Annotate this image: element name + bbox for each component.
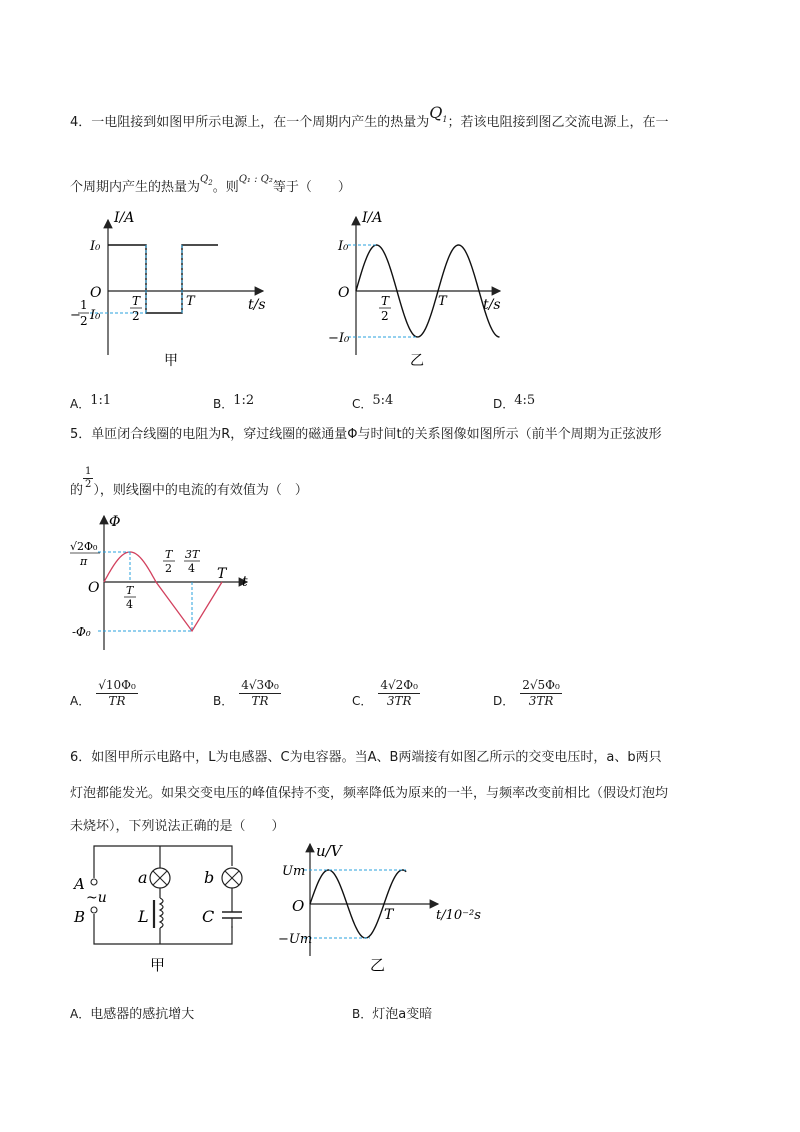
q6-wave-caption: 乙 bbox=[370, 956, 386, 974]
q5-option-b-num: 4√3Φ₀ bbox=[241, 678, 279, 692]
q6-option-b[interactable]: B．灯泡a变暗 bbox=[352, 1007, 433, 1022]
q6-line3: 未烧坏），下列说法正确的是（ ） bbox=[70, 819, 285, 834]
q5-t3q-num: 3T bbox=[185, 548, 200, 561]
q4-option-d[interactable]: D．4:5 bbox=[493, 393, 536, 411]
q5-y-label: Φ bbox=[109, 514, 121, 530]
q6-lamp-a-label: a bbox=[138, 868, 148, 887]
q4-line2-text-b: 。则 bbox=[212, 180, 239, 195]
inductor-coil-icon bbox=[160, 898, 163, 928]
q5-option-a[interactable]: A． $\frac{\text{√10Φ₀}}{TR}$ bbox=[70, 678, 136, 708]
q4-line1-text-b: ；若该电阻接到图乙交流电源上，在一 bbox=[447, 115, 669, 130]
q4-option-c[interactable]: C．5:4 bbox=[352, 393, 394, 411]
q4-line2-text-c: 等于（ ） bbox=[272, 180, 351, 195]
q6-capacitor-label: C bbox=[202, 907, 215, 926]
q5-option-a-num: √10Φ₀ bbox=[98, 678, 136, 692]
q5-t3q-den: 4 bbox=[188, 562, 195, 575]
q5-figure bbox=[62, 510, 262, 660]
q6-inductor-label: L bbox=[138, 907, 149, 926]
q4-figure-jia bbox=[68, 205, 283, 375]
q4-figure-yi bbox=[328, 205, 518, 375]
q4-yi-neg-i0: −I₀ bbox=[328, 331, 350, 346]
q5-tq-num: T bbox=[126, 584, 134, 597]
q5-option-c-den: 3TR bbox=[386, 694, 412, 708]
q5-peak-den: π bbox=[80, 555, 88, 568]
q6-wave-neg-um: −Um bbox=[278, 932, 313, 947]
q4-jia-y-label: I/A bbox=[114, 210, 135, 226]
q4-jia-thalf-num: T bbox=[132, 294, 141, 308]
q5-flux-curve bbox=[104, 552, 222, 631]
q6-line1: 6．如图甲所示电路中，L为电感器、C为电容器。当A、B两端接有如图乙所示的交变电压时，a、b两只 bbox=[70, 750, 662, 765]
q5-option-d[interactable]: D． $\frac{\text{2√5Φ₀}}{3TR}$ bbox=[493, 678, 560, 708]
q5-option-b-den: TR bbox=[251, 694, 269, 708]
q4-ratio: Q₁ : Q₂ bbox=[238, 174, 273, 185]
q6-wave-um: Um bbox=[282, 864, 306, 879]
q6-circuit-caption: 甲 bbox=[150, 956, 166, 974]
q4-yi-i0: I₀ bbox=[338, 239, 349, 254]
q4-q1-symbol: $Q_1$ bbox=[429, 103, 448, 125]
q5-line2-text-b: ），则线圈中的电流的有效值为（ ） bbox=[93, 483, 308, 498]
q5-option-c-num: 4√2Φ₀ bbox=[380, 678, 418, 692]
q6-wave-x-label: t/10⁻²s bbox=[436, 908, 481, 923]
q4-yi-tfull: T bbox=[438, 294, 447, 309]
q5-option-d-num: 2√5Φ₀ bbox=[522, 678, 560, 692]
q4-jia-half-num: 1 bbox=[80, 298, 88, 312]
lamp-a-icon bbox=[150, 868, 170, 888]
q6-terminal-a bbox=[91, 879, 97, 885]
q6-wave-origin: O bbox=[292, 897, 305, 915]
q4-yi-thalf-num: T bbox=[381, 294, 390, 308]
q6-line2: 灯泡都能发光。如果交变电压的峰值保持不变，频率降低为原来的一半，与频率改变前相比（假设灯泡均 bbox=[70, 786, 669, 801]
q4-jia-square-wave bbox=[108, 245, 218, 313]
q5-neg: -Φ₀ bbox=[72, 625, 91, 639]
q4-jia-i0: I₀ bbox=[90, 239, 101, 254]
q4-yi-x-label: t/s bbox=[483, 297, 501, 313]
q4-line2-text-a: 个周期内产生的热量为 bbox=[70, 180, 201, 195]
q4-line1 bbox=[70, 103, 669, 132]
q5-peak-num: √2Φ₀ bbox=[70, 540, 98, 553]
q4-option-b[interactable]: B．1:2 bbox=[213, 393, 255, 411]
q5-th-num: T bbox=[165, 548, 173, 561]
q4-line2 bbox=[70, 176, 351, 196]
q4-line1-text-a: 4．一电阻接到如图甲所示电源上，在一个周期内产生的热量为 bbox=[70, 115, 430, 130]
q4-option-a[interactable]: A．1:1 bbox=[70, 393, 112, 411]
q4-q2-symbol: Q2 bbox=[200, 174, 213, 187]
q4-yi-origin: O bbox=[338, 285, 350, 301]
q5-option-b[interactable]: B． $\frac{\text{4√3Φ₀}}{TR}$ bbox=[213, 678, 279, 708]
q4-yi-caption: 乙 bbox=[410, 353, 424, 369]
q4-jia-origin: O bbox=[90, 285, 102, 301]
q5-tfull: T bbox=[217, 566, 227, 582]
q4-jia-thalf-den: 2 bbox=[132, 309, 140, 323]
q4-jia-half-den: 2 bbox=[80, 314, 88, 328]
q5-line2-text-a: 的 bbox=[70, 483, 84, 498]
q4-jia-x-label: t/s bbox=[248, 297, 266, 313]
q4-yi-thalf-den: 2 bbox=[381, 309, 389, 323]
q4-jia-tfull: T bbox=[186, 294, 195, 309]
q5-line1: 5．单匝闭合线圈的电阻为R，穿过线圈的磁通量Φ与时间t的关系图像如图所示（前半个周期为正弦波形 bbox=[70, 427, 662, 442]
q4-jia-neg-i0: I₀ bbox=[90, 308, 101, 323]
q6-label-a: A bbox=[74, 875, 85, 893]
q5-option-a-den: TR bbox=[108, 694, 126, 708]
q5-half-fraction: $\frac{1}{2}$ bbox=[85, 466, 92, 490]
q5-x-label: t bbox=[242, 574, 248, 590]
q5-option-d-den: 3TR bbox=[528, 694, 554, 708]
q5-th-den: 2 bbox=[165, 562, 172, 575]
q6-source: ~u bbox=[86, 890, 107, 906]
q6-lamp-b-label: b bbox=[204, 868, 215, 887]
q4-jia-neg-sign: − bbox=[70, 308, 81, 323]
lamp-b-icon bbox=[222, 868, 242, 888]
q6-terminal-b bbox=[91, 907, 97, 913]
q6-label-b: B bbox=[74, 908, 86, 926]
q6-wave-yi bbox=[278, 838, 498, 978]
q5-option-c[interactable]: C． $\frac{\text{4√2Φ₀}}{3TR}$ bbox=[352, 678, 418, 708]
q4-jia-caption: 甲 bbox=[164, 353, 178, 369]
q6-wave-tfull: T bbox=[384, 907, 394, 923]
q6-circuit-jia bbox=[68, 838, 258, 978]
q5-line2 bbox=[70, 466, 308, 498]
q5-origin: O bbox=[88, 580, 100, 596]
q6-option-a[interactable]: A．电感器的感抗增大 bbox=[70, 1007, 195, 1022]
capacitor-icon bbox=[222, 912, 242, 918]
q6-wave-y-label: u/V bbox=[316, 842, 342, 860]
q5-tq-den: 4 bbox=[126, 598, 133, 611]
q4-yi-y-label: I/A bbox=[362, 210, 383, 226]
